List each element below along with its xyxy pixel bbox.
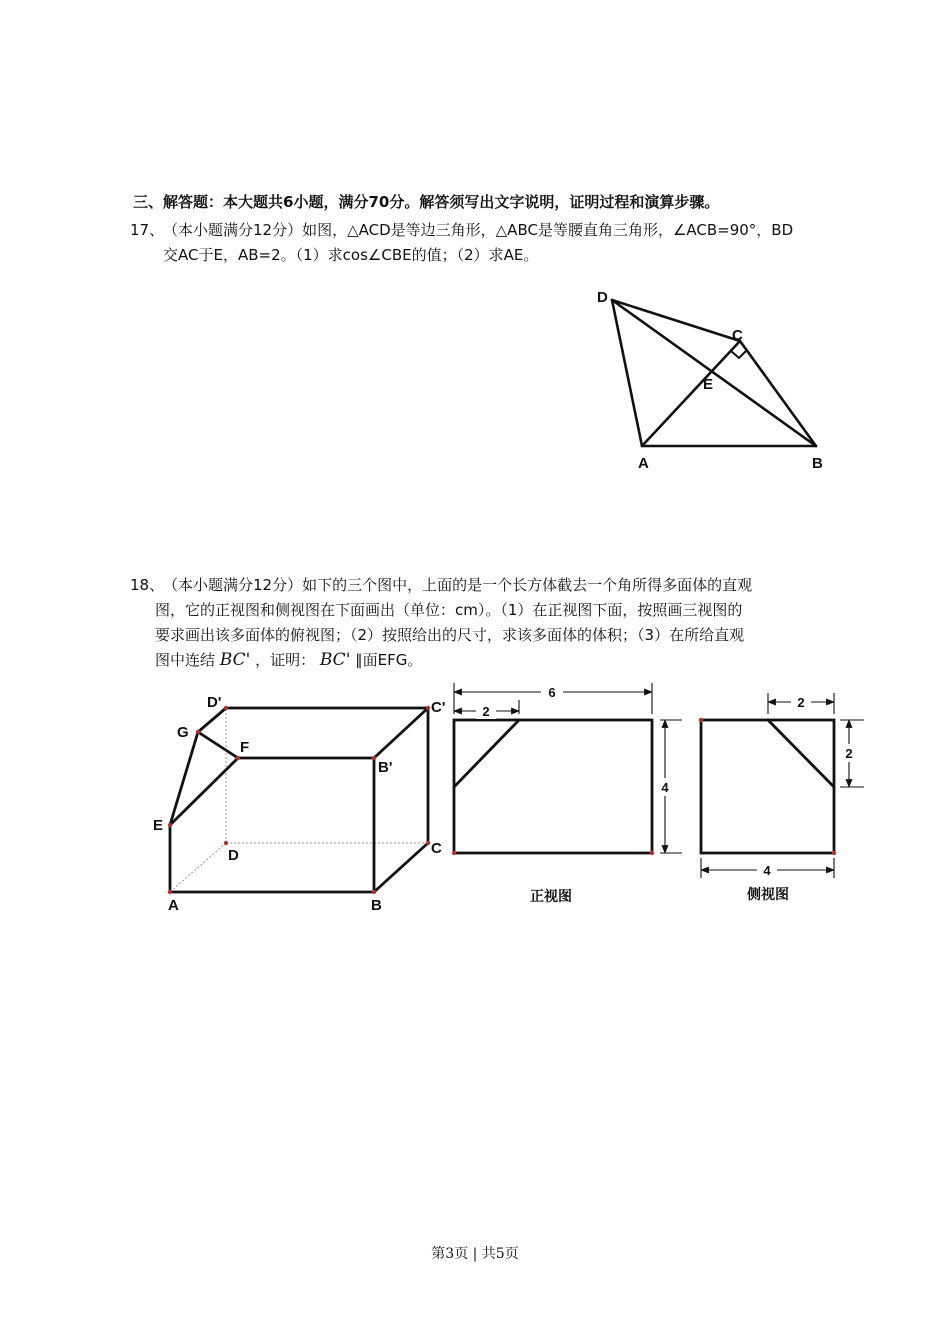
side-dim-label-right: 2 <box>845 746 853 761</box>
label-G: G <box>177 724 189 741</box>
side-view-rect <box>701 720 834 853</box>
label-E: E <box>703 376 714 393</box>
side-dim-label-top: 2 <box>797 695 805 710</box>
seg-CB <box>740 341 816 446</box>
q17-number: 17、 <box>130 221 165 239</box>
q18-solid-labels <box>153 694 445 914</box>
q18-number: 18、 <box>130 576 165 594</box>
label-C1: C' <box>431 699 446 716</box>
q18-line4-c: ∥面EFG。 <box>355 651 423 669</box>
q17-labels <box>597 289 823 472</box>
label-D: D <box>597 289 608 306</box>
q17-line2: 交AC于E，AB=2。（1）求cos∠CBE的值；（2）求AE。 <box>163 246 539 264</box>
label-A: A <box>168 897 179 914</box>
edge-D1G <box>198 708 226 732</box>
side-view-caption: 侧视图 <box>747 887 789 903</box>
label-C: C <box>732 327 743 344</box>
page-footer: 第3页 | 共5页 <box>431 1246 519 1262</box>
q18-line2: 图，它的正视图和侧视图在下面画出（单位：cm）。（1）在正视图下面，按照画三视图的 <box>155 601 743 619</box>
dim-label-4: 4 <box>661 780 669 795</box>
front-view <box>452 683 682 905</box>
q18-line4-a: 图中连结 <box>155 651 216 669</box>
front-view-rect <box>454 720 652 853</box>
label-F: F <box>240 739 250 756</box>
front-view-cut <box>454 720 519 787</box>
q18-line1: （本小题满分12分）如下的三个图中，上面的是一个长方体截去一个角所得多面体的直观 <box>163 576 753 594</box>
hidden-DA <box>170 843 226 892</box>
edge-GF <box>198 732 238 758</box>
q17-figure <box>612 300 816 446</box>
front-view-caption: 正视图 <box>530 889 572 905</box>
label-C: C <box>431 840 442 857</box>
vertex-dots <box>168 706 430 894</box>
q18-math-bc1: BC' <box>219 650 251 670</box>
front-face-EABB1F <box>170 758 374 892</box>
side-dim-label-bottom: 4 <box>763 863 771 878</box>
q18-line4-b: ，证明： <box>255 651 316 669</box>
seg-DB <box>612 300 816 446</box>
seg-DC <box>612 300 740 341</box>
dim-label-6: 6 <box>548 685 556 700</box>
dim-label-2: 2 <box>482 704 490 719</box>
label-B1: B' <box>378 759 393 776</box>
label-D: D <box>228 847 239 864</box>
q17-line1: （本小题满分12分）如图，△ACD是等边三角形，△ABC是等腰直角三角形，∠ACB=90°，BD <box>163 221 794 239</box>
edge-BC <box>374 843 428 892</box>
label-D1: D' <box>207 694 222 711</box>
right-angle-mark <box>731 351 746 358</box>
q18-math-bc2: BC' <box>319 650 351 670</box>
section-title: 三、解答题：本大题共6小题，满分70分。解答须写出文字说明，证明过程和演算步骤。 <box>133 193 720 211</box>
edge-B1C1 <box>374 708 428 758</box>
label-B: B <box>812 455 823 472</box>
q18-solid <box>168 706 430 894</box>
label-B: B <box>371 897 382 914</box>
q18-line3: 要求画出该多面体的俯视图；（2）按照给出的尺寸，求该多面体的体积；（3）在所给直观 <box>155 626 745 644</box>
label-A: A <box>638 455 649 472</box>
side-view-cut <box>768 720 834 787</box>
label-E: E <box>153 817 164 834</box>
seg-DA <box>612 300 642 446</box>
side-view <box>699 693 864 903</box>
